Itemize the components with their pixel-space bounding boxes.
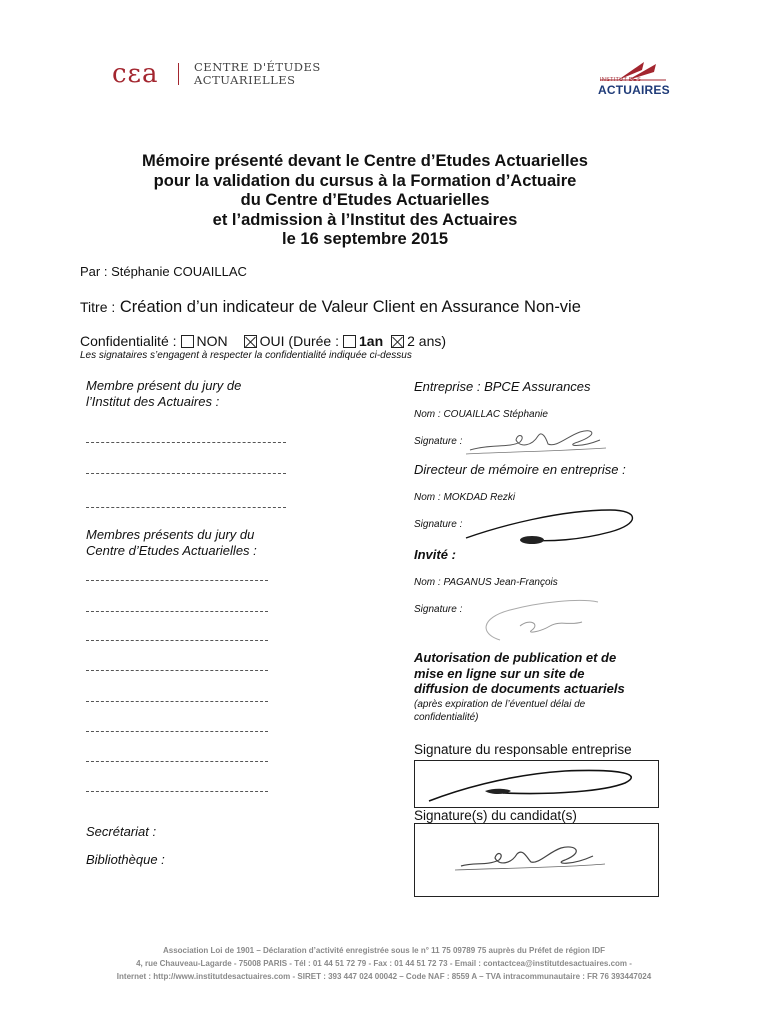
- signature-invite-label: Signature :: [414, 604, 463, 615]
- nom-invite: Nom : PAGANUS Jean-François: [414, 577, 558, 588]
- institut-des-actuaires-logo: [598, 60, 668, 98]
- jury-ia-line-2: [86, 473, 286, 474]
- signature-directeur-label: Signature :: [414, 519, 463, 530]
- author-line: Par : Stéphanie COUAILLAC: [80, 264, 247, 279]
- cea-logo-name: CENTRE D'ÉTUDES ACTUARIELLES: [194, 60, 321, 87]
- signature-candidat-box[interactable]: [414, 823, 659, 897]
- signature-candidat-box-icon: [415, 824, 658, 896]
- signature-candidat-label: Signature :: [414, 436, 463, 447]
- jury-ia-heading: Membre présent du jury de l’Institut des Actuaires :: [86, 378, 242, 409]
- signature-directeur-icon: [460, 502, 645, 554]
- autorisation-note: (après expiration de l’éventuel délai de confidentialité): [414, 699, 586, 723]
- oui-label: OUI (Durée :: [259, 333, 339, 349]
- jury-cea-line-7: [86, 761, 268, 762]
- nom-candidat: Nom : COUAILLAC Stéphanie: [414, 409, 548, 420]
- entreprise-label: Entreprise : BPCE Assurances: [414, 379, 591, 394]
- signature-candidat-icon: [460, 418, 610, 460]
- jury-ia-line-3: [86, 507, 286, 508]
- ia-logo-small-text: INSTITUT DES: [600, 77, 642, 83]
- titre-label: Titre :: [80, 299, 116, 315]
- jury-cea-line-3: [86, 640, 268, 641]
- oui-checkbox[interactable]: [244, 335, 257, 348]
- autorisation-publication: Autorisation de publication et de mise en ligne sur un site de diffusion de documents actuariels: [414, 650, 625, 696]
- jury-cea-heading: Membres présents du jury du Centre d’Etudes Actuarielles :: [86, 527, 257, 558]
- confidentialite-label: Confidentialité :: [80, 333, 177, 349]
- signature-responsable-label: Signature du responsable entreprise: [414, 742, 632, 757]
- invite-label: Invité :: [414, 547, 456, 562]
- non-checkbox[interactable]: [181, 335, 194, 348]
- titre-line: [80, 298, 581, 317]
- titre-value: Création d’un indicateur de Valeur Client en Assurance Non-vie: [119, 298, 581, 316]
- ia-logo-big-text: ACTUAIRES: [598, 83, 670, 97]
- confidentialite-line: [80, 333, 446, 349]
- signature-candidat-box-label: Signature(s) du candidat(s): [414, 808, 577, 823]
- signature-invite-icon: [470, 588, 605, 648]
- jury-cea-line-8: [86, 791, 268, 792]
- cea-logo: [112, 60, 332, 88]
- signature-responsable-box[interactable]: [414, 760, 659, 808]
- jury-cea-line-5: [86, 701, 268, 702]
- footer-line-3: Internet : http://www.institutdesactuaires.com - SIRET : 393 447 024 00042 – Code NAF : 8559 A – TVA intracommunautaire : FR 76 393447024: [116, 972, 652, 981]
- footer: [30, 944, 738, 983]
- logo-separator: [178, 63, 179, 85]
- memoire-title: Mémoire présenté devant le Centre d’Etudes Actuarielles pour la validation du cursus à la Formation d’Actuaire du Centre d’Etudes Actuarielles et l’admission à l’Institut des Actuaires le 16 septembre 2015: [142, 152, 588, 248]
- cea-logo-mark: cεa: [112, 59, 159, 89]
- bibliotheque-label: Bibliothèque :: [86, 852, 165, 867]
- non-label: NON: [196, 333, 228, 349]
- 1an-checkbox[interactable]: [343, 335, 356, 348]
- footer-line-1: Association Loi de 1901 – Déclaration d’activité enregistrée sous le n° 11 75 09789 75 auprès du Préfet de région IDF: [162, 946, 606, 955]
- jury-cea-line-4: [86, 670, 268, 671]
- jury-cea-line-1: [86, 580, 268, 581]
- signature-responsable-icon: [415, 761, 658, 807]
- 2ans-checkbox[interactable]: [391, 335, 404, 348]
- footer-line-2: 4, rue Chauveau-Lagarde - 75008 PARIS - Tél : 01 44 51 72 79 - Fax : 01 44 51 72 73 - Email : contactcea@institutdesactuaires.com -: [136, 959, 632, 968]
- secretariat-label: Secrétariat :: [86, 824, 157, 839]
- nom-directeur: Nom : MOKDAD Rezki: [414, 492, 516, 503]
- jury-cea-line-6: [86, 731, 268, 732]
- 2ans-label: 2 ans): [407, 333, 447, 349]
- jury-ia-line-1: [86, 442, 286, 443]
- jury-cea-line-2: [86, 611, 268, 612]
- confidentialite-note: Les signataires s’engagent à respecter la confidentialité indiquée ci-dessus: [80, 350, 412, 361]
- directeur-label: Directeur de mémoire en entreprise :: [414, 462, 626, 477]
- 1an-label: 1an: [359, 333, 384, 349]
